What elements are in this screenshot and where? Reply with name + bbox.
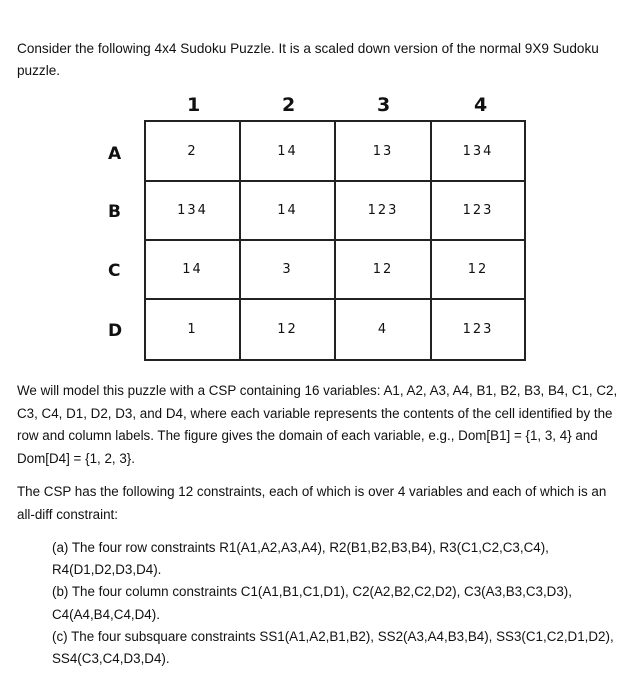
cell-a1: 2 bbox=[146, 122, 241, 182]
column-header-3: 3 bbox=[377, 94, 391, 116]
cell-c3: 12 bbox=[336, 241, 432, 300]
row-header-d: D bbox=[108, 321, 123, 341]
cell-d2: 12 bbox=[241, 300, 336, 359]
row-header-a: A bbox=[108, 144, 122, 164]
cell-d1: 1 bbox=[146, 300, 241, 359]
cell-a3: 13 bbox=[336, 122, 432, 182]
cell-b1: 134 bbox=[146, 182, 241, 241]
cell-d3: 4 bbox=[336, 300, 432, 359]
column-header-2: 2 bbox=[282, 94, 296, 116]
csp-description: We will model this puzzle with a CSP containing 16 variables: A1, A2, A3, A4, B1, B2, B3, B4, C1, C2, C3, C4, D1, D2, D3, and D4, where each variable represents the contents of the cell identified by the row and column labels. The figure gives the domain of each variable, e.g., Dom[B1] = {1, 3, 4} and Dom[D4] = {1, 2, 3}. bbox=[17, 383, 618, 466]
constraints-list bbox=[52, 537, 622, 670]
intro-text: Consider the following 4x4 Sudoku Puzzle. It is a scaled down version of the normal 9X9 Sudoku puzzle. bbox=[17, 41, 599, 78]
cell-b4: 123 bbox=[432, 182, 524, 241]
sudoku-domain-grid bbox=[144, 120, 526, 361]
cell-b3: 123 bbox=[336, 182, 432, 241]
cell-b2: 14 bbox=[241, 182, 336, 241]
cell-c2: 3 bbox=[241, 241, 336, 300]
column-header-4: 4 bbox=[474, 94, 488, 116]
row-constraints: (a) The four row constraints R1(A1,A2,A3,A4), R2(B1,B2,B3,B4), R3(C1,C2,C3,C4), R4(D1,D2,D3,D4). bbox=[52, 540, 549, 578]
subsquare-constraints: (c) The four subsquare constraints SS1(A1,A2,B1,B2), SS2(A3,A4,B3,B4), SS3(C1,C2,D1,D2), SS4(C3,C4,D3,D4). bbox=[52, 628, 614, 667]
constraints-intro: The CSP has the following 12 constraints, each of which is over 4 variables and each of which is an all-diff constraint: bbox=[17, 484, 607, 522]
cell-c1: 14 bbox=[146, 241, 241, 300]
cell-a2: 14 bbox=[241, 122, 336, 182]
cell-a4: 134 bbox=[432, 122, 524, 182]
row-header-b: B bbox=[108, 202, 121, 222]
cell-c4: 12 bbox=[432, 241, 524, 300]
row-header-c: C bbox=[108, 261, 121, 281]
column-constraints: (b) The four column constraints C1(A1,B1,C1,D1), C2(A2,B2,C2,D2), C3(A3,B3,C3,D3), C4(A4,B4,C4,D4). bbox=[52, 584, 572, 622]
column-header-1: 1 bbox=[187, 94, 201, 116]
cell-d4: 123 bbox=[462, 322, 494, 337]
